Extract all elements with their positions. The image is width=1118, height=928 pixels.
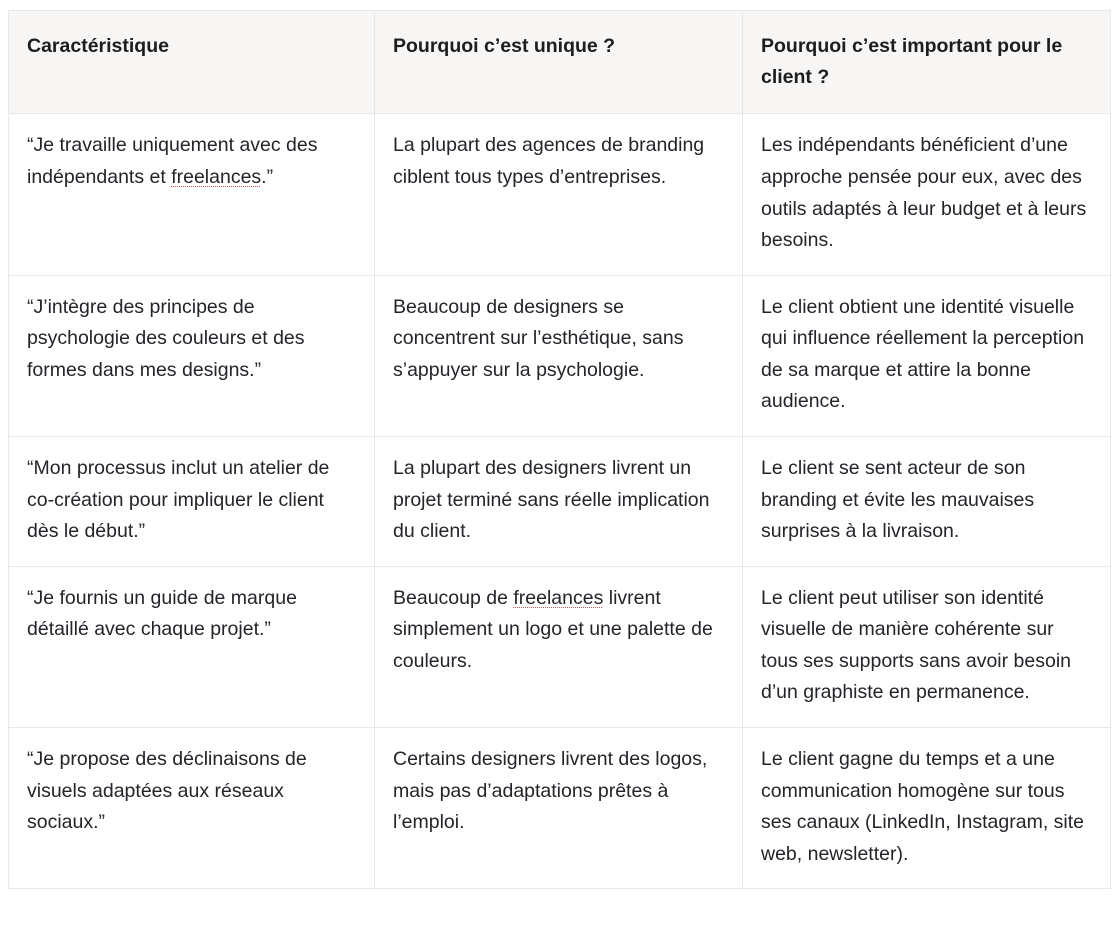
cell-feature <box>9 114 375 275</box>
features-table <box>8 10 1111 889</box>
cell-client: Le client gagne du temps et a une communication homogène sur tous ses canaux (LinkedIn, Instagram, site web, newsletter). <box>743 728 1111 889</box>
cell-client: Les indépendants bénéficient d’une approche pensée pour eux, avec des outils adaptés à leur budget et à leurs besoins. <box>743 114 1111 275</box>
table-row <box>9 275 1111 436</box>
cell-unique-text-start: Beaucoup de <box>393 586 514 609</box>
column-header-caracteristique: Caractéristique <box>9 11 375 114</box>
column-header-client: Pourquoi c’est important pour le client ? <box>743 11 1111 114</box>
cell-unique: La plupart des agences de branding ciblent tous types d’entreprises. <box>375 114 743 275</box>
cell-unique: Certains designers livrent des logos, mais pas d’adaptations prêtes à l’emploi. <box>375 728 743 889</box>
cell-unique: La plupart des designers livrent un projet terminé sans réelle implication du client. <box>375 437 743 567</box>
table-row <box>9 728 1111 889</box>
table-body <box>9 114 1111 889</box>
table-row <box>9 566 1111 727</box>
table-row <box>9 437 1111 567</box>
cell-unique <box>375 566 743 727</box>
cell-client: Le client se sent acteur de son branding et évite les mauvaises surprises à la livraison. <box>743 437 1111 567</box>
cell-client: Le client obtient une identité visuelle qui influence réellement la perception de sa marque et attire la bonne audience. <box>743 275 1111 436</box>
cell-feature: “Je fournis un guide de marque détaillé avec chaque projet.” <box>9 566 375 727</box>
spellcheck-word: freelances <box>513 586 604 609</box>
cell-feature: “Mon processus inclut un atelier de co-création pour impliquer le client dès le début.” <box>9 437 375 567</box>
cell-client: Le client peut utiliser son identité visuelle de manière cohérente sur tous ses supports sans avoir besoin d’un graphiste en permanence. <box>743 566 1111 727</box>
cell-feature-text-end: .” <box>261 165 274 188</box>
table-header-row <box>9 11 1111 114</box>
cell-unique: Beaucoup de designers se concentrent sur l’esthétique, sans s’appuyer sur la psychologie. <box>375 275 743 436</box>
column-header-unique: Pourquoi c’est unique ? <box>375 11 743 114</box>
cell-feature-text-start: “Je travaille uniquement avec des indépendants et <box>27 134 318 188</box>
cell-feature: “J’intègre des principes de psychologie des couleurs et des formes dans mes designs.” <box>9 275 375 436</box>
table-header <box>9 11 1111 114</box>
cell-unique-text-end: livrent simplement un logo et une palette de couleurs. <box>393 586 713 672</box>
spellcheck-word: freelances <box>171 165 262 188</box>
cell-feature: “Je propose des déclinaisons de visuels adaptées aux réseaux sociaux.” <box>9 728 375 889</box>
table-row <box>9 114 1111 275</box>
